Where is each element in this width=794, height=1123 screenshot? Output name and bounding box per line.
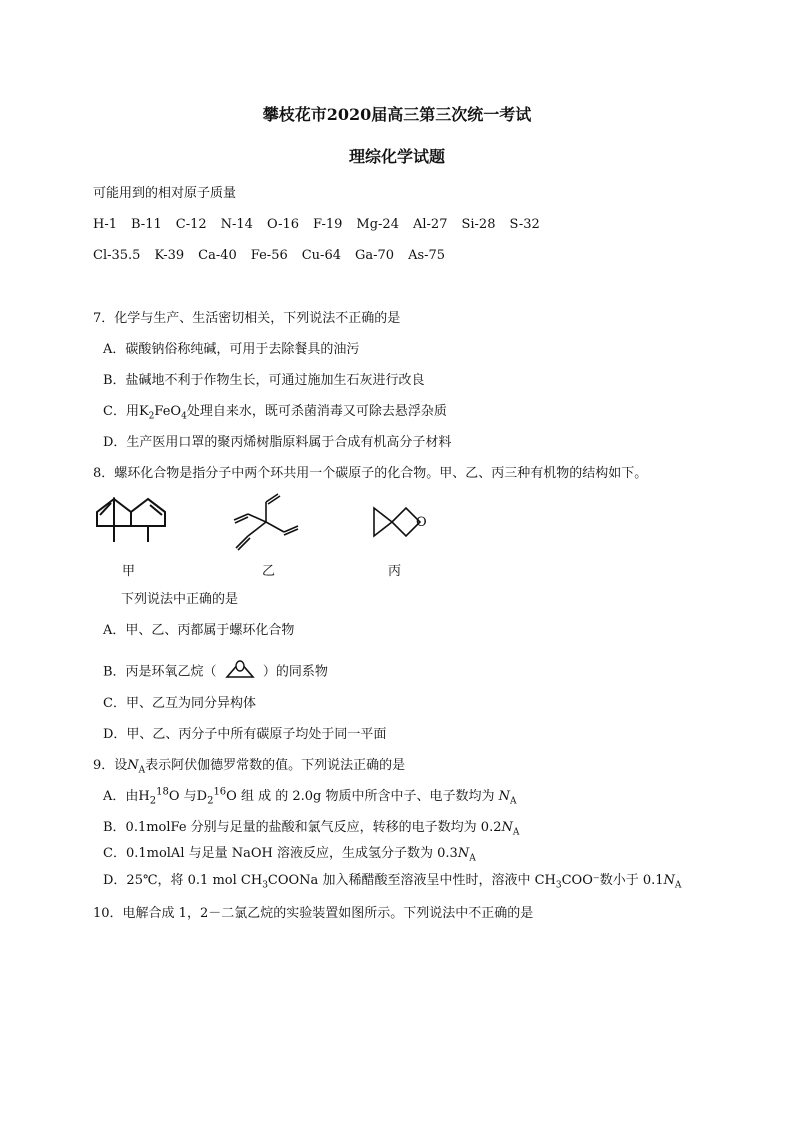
atomic-mass-item: S-32 [509, 217, 540, 232]
atomic-mass-item: B-11 [131, 217, 162, 232]
q7-option-d: D．生产医用口罩的聚丙烯树脂原料属于合成有机高分子材料 [103, 435, 452, 450]
atomic-mass-item: Si-28 [461, 217, 496, 232]
q10-stem: 10．电解合成 1，2－二氯乙烷的实验装置如图所示。下列说法中不正确的是 [93, 906, 534, 921]
atomic-mass-item: Ga-70 [355, 248, 395, 263]
q8-option-b: B．丙是环氧乙烷（ ）的同系物 [103, 658, 328, 686]
atomic-mass-item: O-16 [266, 217, 300, 232]
atomic-mass-item: N-14 [220, 217, 253, 232]
atomic-mass-item: Mg-24 [356, 217, 399, 232]
q7-option-b: B．盐碱地不利于作物生长，可通过施加生石灰进行改良 [103, 373, 425, 388]
atomic-mass-item: H-1 [93, 217, 118, 232]
q9-option-d: D．25℃，将 0.1 mol $CH_3COONa$ 加入稀醋酸至溶液呈中性时，溶液中 $CH_3COO^-$数小于 $0.1N_A$ [103, 873, 682, 891]
atomic-mass-item: As-75 [408, 248, 446, 263]
structure-bing [370, 504, 436, 544]
svg-text:O: O [416, 515, 427, 530]
masses-row-1 [93, 216, 554, 234]
atomic-mass-item: Al-27 [412, 217, 448, 232]
q9-option-b: B．0.1molFe 分别与足量的盐酸和氯气反应，转移的电子数均为 $0.2N_A$ [103, 820, 520, 838]
q8-option-d: D．甲、乙、丙分子中所有碳原子均处于同一平面 [103, 727, 387, 742]
atomic-mass-item: Cu-64 [301, 248, 341, 263]
q9-stem: 9．设$N_A$表示阿伏伽德罗常数的值。下列说法正确的是 [93, 758, 406, 776]
structure-jia [92, 494, 172, 550]
q7-option-c: C．用$K_2FeO_4$处理自来水，既可杀菌消毒又可除去悬浮杂质 [103, 404, 447, 422]
atomic-mass-item: Ca-40 [198, 248, 237, 263]
structure-yi [228, 492, 304, 554]
q7-option-a: A．碳酸钠俗称纯碱，可用于去除餐具的油污 [103, 342, 360, 357]
atomic-mass-item: K-39 [154, 248, 185, 263]
structure-jia-label: 甲 [122, 564, 136, 579]
q8-option-a: A．甲、乙、丙都属于螺环化合物 [103, 623, 295, 638]
q9-option-c: C．0.1molAl 与足量 NaOH 溶液反应，生成氢分子数为 $0.3N_A$ [103, 846, 476, 864]
q8-stem: 8．螺环化合物是指分子中两个环共用一个碳原子的化合物。甲、乙、丙三种有机物的结构如下。 [93, 466, 648, 481]
page-title: 攀枝花市2020届高三第三次统一考试 [262, 105, 532, 124]
atomic-mass-item: F-19 [313, 217, 343, 232]
q9-option-a: A．由$H_2^{18}O$ 与$D_2^{16}O$ 组 成 的 2.0g 物质中所含中子、电子数均为 $N_A$ [103, 786, 517, 807]
epoxide-ring-icon [223, 658, 257, 686]
atomic-mass-item: Cl-35.5 [93, 248, 141, 263]
atomic-mass-item: Fe-56 [250, 248, 288, 263]
q8-option-c: C．甲、乙互为同分异构体 [103, 696, 256, 711]
structure-yi-label: 乙 [262, 564, 276, 579]
q8-prompt: 下列说法中正确的是 [121, 592, 239, 607]
q7-stem: 7．化学与生产、生活密切相关，下列说法不正确的是 [93, 311, 401, 326]
page-subtitle: 理综化学试题 [348, 147, 445, 166]
atomic-mass-item: C-12 [175, 217, 207, 232]
masses-row-2 [93, 247, 459, 265]
masses-label: 可能用到的相对原子质量 [93, 186, 237, 201]
structure-bing-label: 丙 [388, 564, 402, 579]
